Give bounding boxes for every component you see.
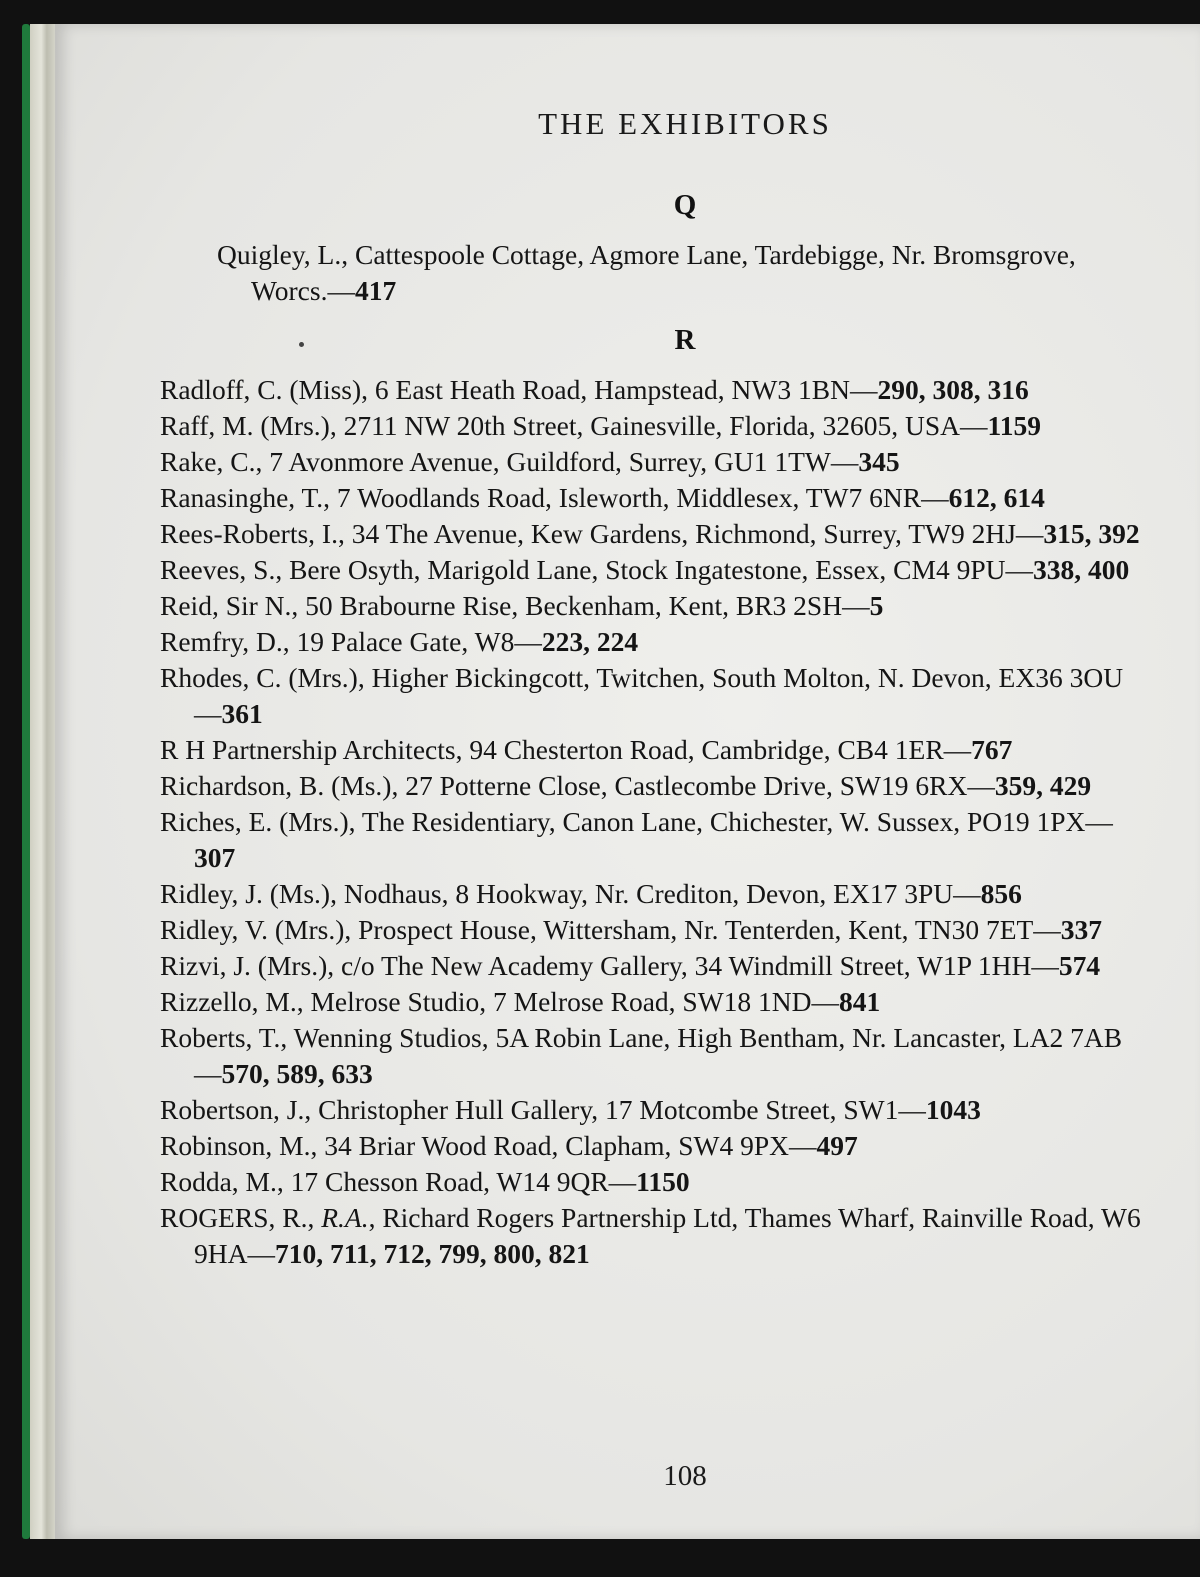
entry-numbers: 574 — [1058, 950, 1101, 981]
entry-text: R H Partnership Architects, 94 Chesterton Road, Cambridge, CB4 1ER— — [160, 734, 972, 765]
entry-numbers: 1150 — [636, 1166, 690, 1197]
section-letter-r: R — [674, 324, 696, 356]
entry-numbers: 223, 224 — [541, 626, 639, 657]
entry-numbers: 856 — [980, 878, 1022, 909]
entry-numbers: 345 — [858, 446, 900, 477]
list-item — [160, 660, 1148, 732]
list-item — [160, 876, 1148, 912]
entry-text: Rees-Roberts, I., 34 The Avenue, Kew Gardens, Richmond, Surrey, TW9 2HJ— — [160, 518, 1044, 549]
list-item — [160, 588, 1148, 624]
entry-text: Rodda, M., 17 Chesson Road, W14 9QR— — [160, 1166, 637, 1197]
entry-numbers: 1159 — [987, 410, 1041, 441]
list-item — [160, 804, 1148, 876]
entry-numbers: 710, 711, 712, 799, 800, 821 — [274, 1238, 590, 1269]
list-item — [217, 237, 1148, 309]
entry-text: Ridley, J. (Ms.), Nodhaus, 8 Hookway, Nr. Crediton, Devon, EX17 3PU— — [160, 878, 981, 909]
entry-numbers: 612, 614 — [948, 482, 1045, 513]
entry-text: Riches, E. (Mrs.), The Residentiary, Canon Lane, Chichester, W. Sussex, PO19 1PX— — [160, 806, 1113, 837]
entry-text: Quigley, L., Cattespoole Cottage, Agmore Lane, Tardebigge, Nr. Bromsgrove, Worcs.— — [217, 239, 1076, 306]
list-item — [160, 1128, 1148, 1164]
entry-text: Reid, Sir N., 50 Brabourne Rise, Beckenham, Kent, BR3 2SH— — [160, 590, 870, 621]
entry-text: Ridley, V. (Mrs.), Prospect House, Wittersham, Nr. Tenterden, Kent, TN30 7ET— — [160, 914, 1061, 945]
list-item — [160, 984, 1148, 1020]
entry-numbers: 417 — [354, 275, 397, 306]
entry-text: Remfry, D., 19 Palace Gate, W8— — [160, 626, 542, 657]
list-item — [160, 948, 1148, 984]
entry-numbers: 5 — [869, 590, 884, 621]
entry-text: Richardson, B. (Ms.), 27 Potterne Close, Castlecombe Drive, SW19 6RX— — [160, 770, 995, 801]
list-item — [160, 516, 1148, 552]
list-item — [160, 480, 1148, 516]
list-item — [160, 372, 1148, 408]
list-item — [160, 552, 1148, 588]
page-stack-edge — [30, 24, 58, 1539]
entry-numbers: 290, 308, 316 — [877, 374, 1029, 405]
page-number: 108 — [663, 1460, 707, 1492]
entry-text: Robertson, J., Christopher Hull Gallery, 17 Motcombe Street, SW1— — [160, 1094, 926, 1125]
list-item — [160, 732, 1148, 768]
entry-numbers: 767 — [971, 734, 1013, 765]
entry-numbers: 338, 400 — [1033, 554, 1130, 585]
list-item — [160, 768, 1148, 804]
list-item — [160, 1200, 1148, 1272]
list-item — [160, 624, 1148, 660]
section-letter-q: Q — [673, 189, 697, 221]
book-edge — [22, 24, 30, 1539]
entry-numbers: 359, 429 — [994, 770, 1092, 801]
entry-text: Rizvi, J. (Mrs.), c/o The New Academy Gallery, 34 Windmill Street, W1P 1HH— — [160, 950, 1059, 981]
entry-text: Rake, C., 7 Avonmore Avenue, Guildford, Surrey, GU1 1TW— — [160, 446, 859, 477]
entry-text: Ranasinghe, T., 7 Woodlands Road, Isleworth, Middlesex, TW7 6NR— — [160, 482, 949, 513]
list-item — [160, 408, 1148, 444]
entry-numbers: 497 — [816, 1130, 858, 1161]
list-item — [160, 444, 1148, 480]
entries-r — [160, 372, 1148, 1272]
entry-text: ROGERS, R., — [160, 1202, 322, 1233]
entry-honour: R.A. — [321, 1202, 369, 1233]
entry-text: Roberts, T., Wenning Studios, 5A Robin Lane, High Bentham, Nr. Lancaster, LA2 7AB— — [160, 1022, 1123, 1089]
entry-numbers: 841 — [839, 986, 881, 1017]
entry-text: Raff, M. (Mrs.), 2711 NW 20th Street, Gainesville, Florida, 32605, USA— — [160, 410, 988, 441]
book-page — [55, 24, 1200, 1539]
entry-text: Radloff, C. (Miss), 6 East Heath Road, Hampstead, NW3 1BN— — [160, 374, 878, 405]
entry-numbers: 307 — [194, 842, 236, 873]
entry-text: Robinson, M., 34 Briar Wood Road, Clapham, SW4 9PX— — [160, 1130, 817, 1161]
entries-q — [217, 237, 1148, 309]
list-item — [160, 1164, 1148, 1200]
list-item — [160, 912, 1148, 948]
list-item — [160, 1092, 1148, 1128]
entry-numbers: 1043 — [925, 1094, 981, 1125]
entry-numbers: 337 — [1060, 914, 1103, 945]
entry-text: Reeves, S., Bere Osyth, Marigold Lane, Stock Ingatestone, Essex, CM4 9PU— — [160, 554, 1034, 585]
entry-text: Rhodes, C. (Mrs.), Higher Bickingcott, Twitchen, South Molton, N. Devon, EX36 3OU— — [160, 662, 1124, 729]
entry-numbers: 570, 589, 633 — [221, 1058, 373, 1089]
list-item — [160, 1020, 1148, 1092]
entry-text-continued: , Richard Rogers Partnership Ltd, Thames Wharf, Rainville Road, W6 9HA— — [194, 1202, 1141, 1269]
entry-numbers: 315, 392 — [1043, 518, 1140, 549]
page-title: THE EXHIBITORS — [538, 106, 832, 141]
entry-text: Rizzello, M., Melrose Studio, 7 Melrose Road, SW18 1ND— — [160, 986, 840, 1017]
entry-numbers: 361 — [221, 698, 263, 729]
